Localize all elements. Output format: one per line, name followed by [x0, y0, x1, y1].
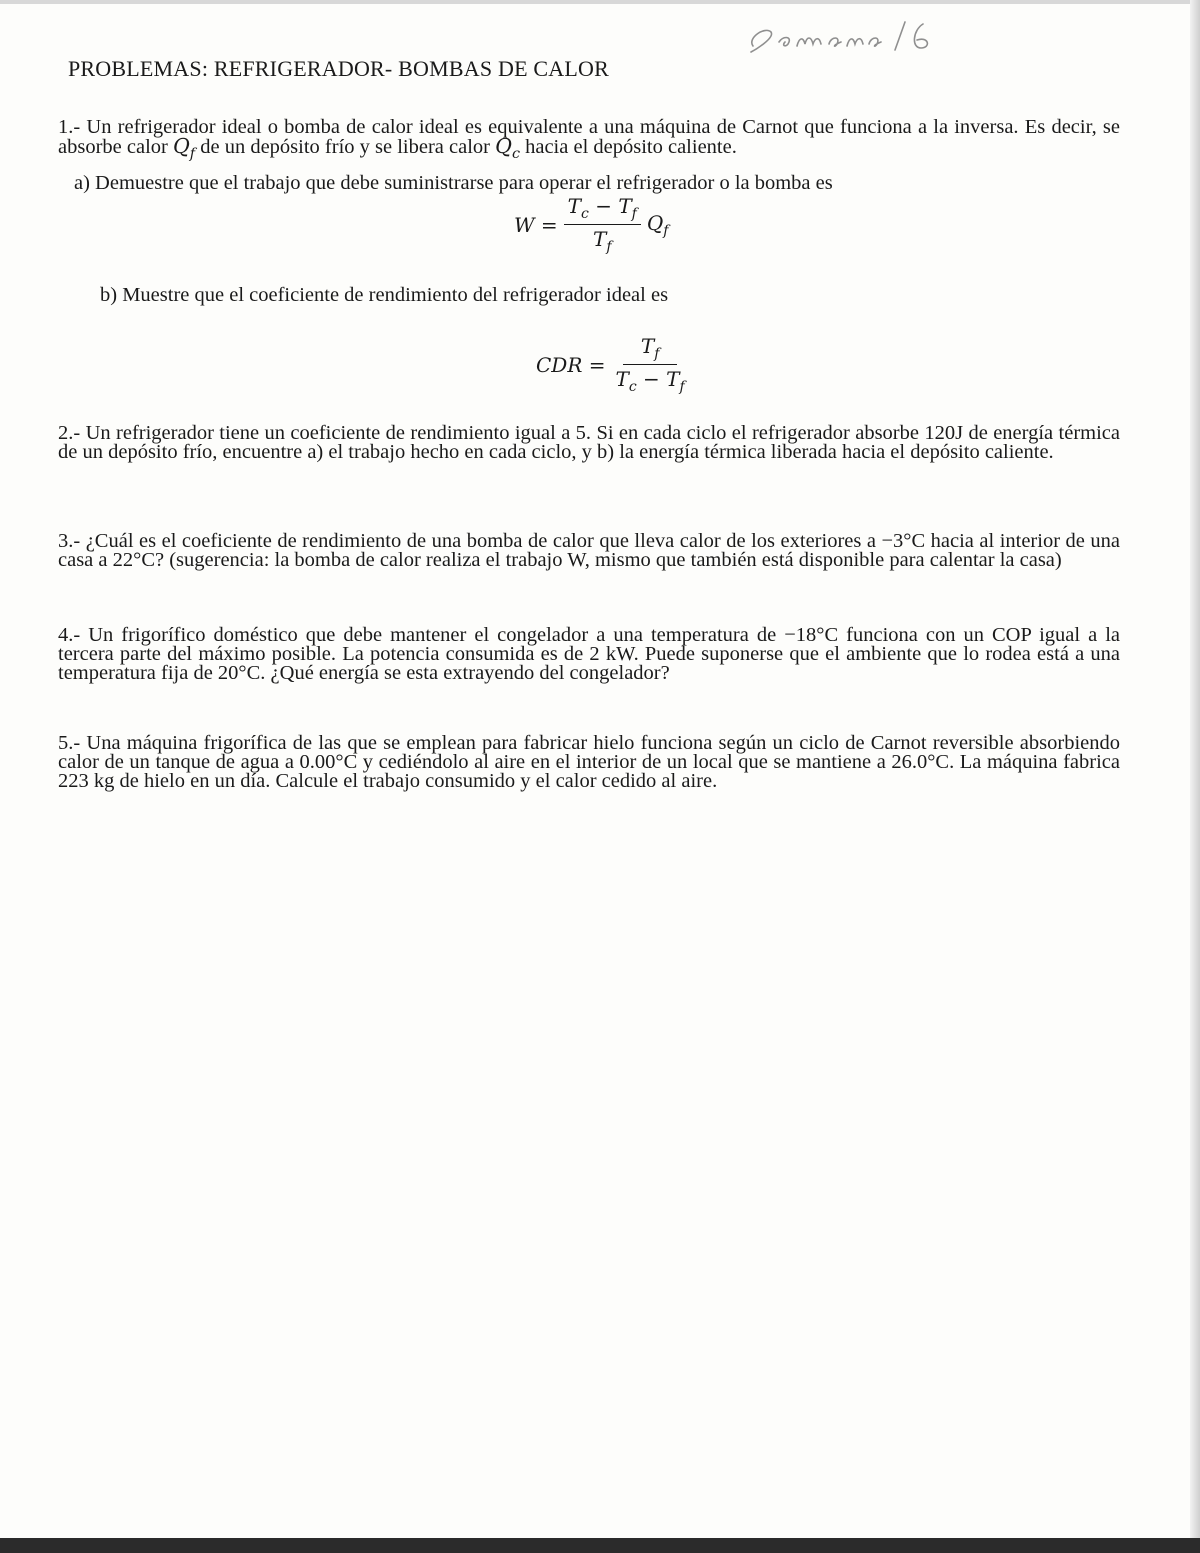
formula-cdr-denominator: $T_c - T_f$: [615, 367, 685, 395]
problem-2: 2.- Un refrigerador tiene un coeficiente de rendimiento igual a 5. Si en cada ciclo el refrigerador absorbe 120J de energía térmica de un depósito frío, encuentre a) el trabajo hecho en cada ciclo, y b) la energía térmica liberada hacia el depósito caliente.: [58, 422, 1120, 463]
scan-edge-top: [0, 0, 1200, 4]
problem-1-intro-text-2: de un depósito frío y se libera calor: [200, 136, 490, 158]
problem-1-intro-text-1: 1.- Un refrigerador ideal o bomba de calor ideal es equivalente a una máquina de Carnot que funciona a la inversa. Es decir, se absorbe calor: [58, 116, 1120, 158]
symbol-q-c: $Q_c$: [495, 134, 520, 163]
formula-cdr-lhs: CDR =: [536, 352, 606, 377]
formula-work: [514, 194, 668, 255]
formula-work-numerator: $T_c - T_f$: [564, 194, 641, 225]
problem-3: 3.- ¿Cuál es el coeficiente de rendimiento de una bomba de calor que lleva calor de los exteriores a −3°C hacia al interior de una casa a 22°C? (sugerencia: la bomba de calor realiza el trabajo W, mismo que también está disponible para calentar la casa): [58, 530, 1120, 571]
problem-1-part-a: a) Demuestre que el trabajo que debe suministrarse para operar el refrigerador o la bomba es: [74, 172, 833, 194]
formula-work-tail: $Q_f$: [646, 210, 669, 239]
problem-1: [58, 118, 1120, 164]
problem-4: 4.- Un frigorífico doméstico que debe mantener el congelador a una temperatura de −18°C funciona con un COP igual a la tercera parte del máximo posible. La potencia consumida es de 2 kW. Puede suponerse que el ambiente que lo rodea está a una temperatura fija de 20°C. ¿Qué energía se esta extrayendo del congelador?: [58, 624, 1120, 684]
formula-work-fraction: [564, 194, 641, 255]
scan-edge-right: [1190, 0, 1200, 1553]
formula-work-lhs: W =: [514, 212, 558, 237]
formula-work-denominator: $T_f$: [593, 227, 612, 255]
scan-edge-bottom: [0, 1538, 1200, 1553]
symbol-q-f: $Q_f$: [172, 134, 196, 163]
handwritten-note: [745, 12, 965, 56]
problem-1-intro-text-3: hacia el depósito caliente.: [525, 136, 737, 158]
formula-cdr: [536, 334, 695, 395]
problem-1-intro: [58, 118, 1120, 164]
problem-5: 5.- Una máquina frigorífica de las que se emplean para fabricar hielo funciona según un ciclo de Carnot reversible absorbiendo calor de un tanque de agua a 0.00°C y cediéndolo al aire en el interior de un local que se mantiene a 26.0°C. La máquina fabrica 223 kg de hielo en un día. Calcule el trabajo consumido y el calor cedido al aire.: [58, 732, 1120, 792]
problem-1-part-b: b) Muestre que el coeficiente de rendimiento del refrigerador ideal es: [100, 284, 669, 306]
formula-cdr-fraction: [612, 334, 689, 395]
formula-cdr-numerator: $T_f$: [623, 334, 678, 365]
page-title: PROBLEMAS: REFRIGERADOR- BOMBAS DE CALOR: [68, 56, 609, 81]
